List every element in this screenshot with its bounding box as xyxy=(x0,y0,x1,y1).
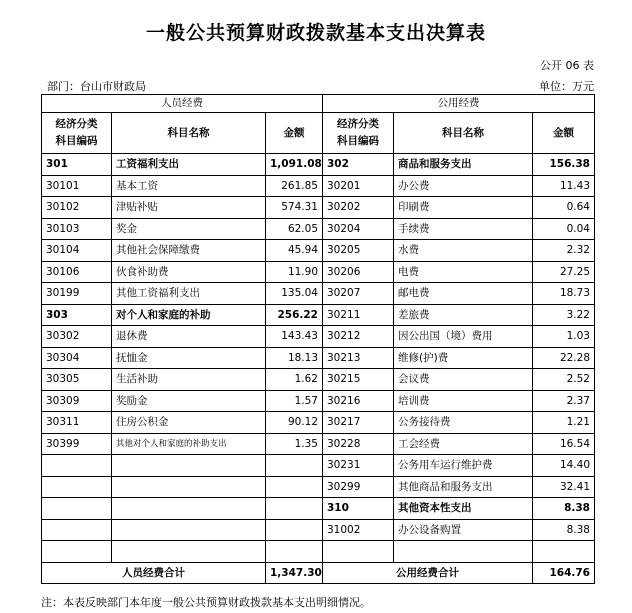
left-amount-cell: 18.13 xyxy=(266,347,323,369)
right-amount-cell: 3.22 xyxy=(533,304,595,326)
right-amount-cell: 8.38 xyxy=(533,519,595,541)
right-name-cell: 培训费 xyxy=(394,390,533,412)
right-amount-cell: 18.73 xyxy=(533,283,595,305)
right-code-cell: 30206 xyxy=(323,261,394,283)
left-amount-cell: 574.31 xyxy=(266,197,323,219)
right-code-cell: 30216 xyxy=(323,390,394,412)
left-code-cell: 30104 xyxy=(42,240,112,262)
column-header-row xyxy=(42,113,595,154)
table-row xyxy=(42,455,595,477)
section-public: 公用经费 xyxy=(323,95,595,113)
right-code-cell: 30228 xyxy=(323,433,394,455)
left-amount-cell: 261.85 xyxy=(266,175,323,197)
right-amount-cell: 0.64 xyxy=(533,197,595,219)
right-amount-cell: 22.28 xyxy=(533,347,595,369)
table-row xyxy=(42,218,595,240)
totals-row xyxy=(42,562,595,584)
right-name-cell: 商品和服务支出 xyxy=(394,154,533,176)
left-amount-cell: 1.62 xyxy=(266,369,323,391)
right-name-cell: 电费 xyxy=(394,261,533,283)
table-row xyxy=(42,283,595,305)
left-amount-cell: 143.43 xyxy=(266,326,323,348)
right-name-cell: 工会经费 xyxy=(394,433,533,455)
left-name-cell: 其他工资福利支出 xyxy=(112,283,266,305)
left-code-cell xyxy=(42,476,112,498)
left-name-cell: 奖励金 xyxy=(112,390,266,412)
unit-label: 单位：万元 xyxy=(539,80,594,93)
right-name-cell: 其他商品和服务支出 xyxy=(394,476,533,498)
right-name-cell: 其他资本性支出 xyxy=(394,498,533,520)
left-name-cell: 其他对个人和家庭的补助支出 xyxy=(112,433,266,455)
left-code-cell: 30101 xyxy=(42,175,112,197)
left-code-cell xyxy=(42,455,112,477)
table-row xyxy=(42,261,595,283)
public-total-amount: 164.76 xyxy=(533,562,595,584)
table-row xyxy=(42,476,595,498)
right-name-cell xyxy=(394,541,533,563)
right-amount-cell: 1.21 xyxy=(533,412,595,434)
left-code-cell: 30304 xyxy=(42,347,112,369)
personnel-total-amount: 1,347.30 xyxy=(266,562,323,584)
table-row xyxy=(42,347,595,369)
left-code-cell: 30103 xyxy=(42,218,112,240)
right-name-cell: 公务接待费 xyxy=(394,412,533,434)
right-amount-cell: 0.04 xyxy=(533,218,595,240)
left-name-cell: 其他社会保障缴费 xyxy=(112,240,266,262)
footnote: 注：本表反映部门本年度一般公共预算财政拨款基本支出明细情况。 xyxy=(41,596,371,609)
left-name-cell xyxy=(112,455,266,477)
left-name-cell: 奖金 xyxy=(112,218,266,240)
left-amount-cell: 135.04 xyxy=(266,283,323,305)
left-amount-cell: 256.22 xyxy=(266,304,323,326)
right-code-cell: 30211 xyxy=(323,304,394,326)
left-code-cell: 30309 xyxy=(42,390,112,412)
right-name-cell: 会议费 xyxy=(394,369,533,391)
left-amount-cell xyxy=(266,455,323,477)
table-row xyxy=(42,412,595,434)
right-amount-cell: 2.32 xyxy=(533,240,595,262)
left-amount-cell: 45.94 xyxy=(266,240,323,262)
left-code-cell: 30305 xyxy=(42,369,112,391)
left-name-cell: 对个人和家庭的补助 xyxy=(112,304,266,326)
right-code-cell: 30299 xyxy=(323,476,394,498)
right-name-cell: 差旅费 xyxy=(394,304,533,326)
table-row xyxy=(42,304,595,326)
table-row xyxy=(42,175,595,197)
right-amount-cell: 32.41 xyxy=(533,476,595,498)
right-code-cell xyxy=(323,541,394,563)
right-code-cell: 30212 xyxy=(323,326,394,348)
left-name-cell xyxy=(112,498,266,520)
table-row xyxy=(42,240,595,262)
left-code-cell: 30399 xyxy=(42,433,112,455)
left-name-cell xyxy=(112,519,266,541)
right-amount-cell: 156.38 xyxy=(533,154,595,176)
left-amount-cell: 90.12 xyxy=(266,412,323,434)
left-code-cell: 303 xyxy=(42,304,112,326)
left-code-cell xyxy=(42,541,112,563)
right-amount-cell: 16.54 xyxy=(533,433,595,455)
left-code-cell: 30302 xyxy=(42,326,112,348)
right-amount-cell: 1.03 xyxy=(533,326,595,348)
right-code-cell: 31002 xyxy=(323,519,394,541)
left-name-cell: 退休费 xyxy=(112,326,266,348)
left-name-cell: 生活补助 xyxy=(112,369,266,391)
right-code-cell: 30201 xyxy=(323,175,394,197)
left-amount-cell xyxy=(266,476,323,498)
left-amount-cell: 1.57 xyxy=(266,390,323,412)
left-name-cell: 基本工资 xyxy=(112,175,266,197)
left-code-cell: 30199 xyxy=(42,283,112,305)
left-name-cell: 住房公积金 xyxy=(112,412,266,434)
right-code-cell: 302 xyxy=(323,154,394,176)
header-amount-left: 金额 xyxy=(266,113,323,154)
table-row xyxy=(42,154,595,176)
left-amount-cell: 1.35 xyxy=(266,433,323,455)
header-name-left: 科目名称 xyxy=(112,113,266,154)
right-amount-cell xyxy=(533,541,595,563)
table-row xyxy=(42,519,595,541)
left-amount-cell: 1,091.08 xyxy=(266,154,323,176)
right-code-cell: 310 xyxy=(323,498,394,520)
left-code-cell xyxy=(42,498,112,520)
header-name-right: 科目名称 xyxy=(394,113,533,154)
header-code-left: 经济分类 科目编码 xyxy=(42,113,112,154)
right-name-cell: 公务用车运行维护费 xyxy=(394,455,533,477)
right-name-cell: 手续费 xyxy=(394,218,533,240)
right-code-cell: 30215 xyxy=(323,369,394,391)
right-amount-cell: 27.25 xyxy=(533,261,595,283)
left-code-cell: 30102 xyxy=(42,197,112,219)
public-total-label: 公用经费合计 xyxy=(323,562,533,584)
right-code-cell: 30205 xyxy=(323,240,394,262)
right-name-cell: 邮电费 xyxy=(394,283,533,305)
right-amount-cell: 11.43 xyxy=(533,175,595,197)
right-amount-cell: 14.40 xyxy=(533,455,595,477)
right-code-cell: 30202 xyxy=(323,197,394,219)
left-amount-cell xyxy=(266,519,323,541)
left-name-cell: 伙食补助费 xyxy=(112,261,266,283)
right-amount-cell: 2.37 xyxy=(533,390,595,412)
personnel-total-label: 人员经费合计 xyxy=(42,562,266,584)
left-code-cell: 30106 xyxy=(42,261,112,283)
left-name-cell: 津贴补贴 xyxy=(112,197,266,219)
right-amount-cell: 2.52 xyxy=(533,369,595,391)
right-name-cell: 维修(护)费 xyxy=(394,347,533,369)
left-name-cell xyxy=(112,541,266,563)
right-name-cell: 办公设备购置 xyxy=(394,519,533,541)
page-title: 一般公共预算财政拨款基本支出决算表 xyxy=(145,22,486,44)
table-row xyxy=(42,498,595,520)
left-name-cell xyxy=(112,476,266,498)
left-name-cell: 抚恤金 xyxy=(112,347,266,369)
table-row xyxy=(42,390,595,412)
left-name-cell: 工资福利支出 xyxy=(112,154,266,176)
right-code-cell: 30231 xyxy=(323,455,394,477)
right-code-cell: 30217 xyxy=(323,412,394,434)
right-code-cell: 30204 xyxy=(323,218,394,240)
expenditure-table xyxy=(41,94,595,584)
left-code-cell: 30311 xyxy=(42,412,112,434)
right-code-cell: 30207 xyxy=(323,283,394,305)
right-name-cell: 印刷费 xyxy=(394,197,533,219)
table-row xyxy=(42,369,595,391)
left-code-cell xyxy=(42,519,112,541)
form-number: 公开 06 表 xyxy=(540,59,594,72)
table-row xyxy=(42,197,595,219)
right-name-cell: 水费 xyxy=(394,240,533,262)
right-name-cell: 因公出国（境）费用 xyxy=(394,326,533,348)
department-label: 部门：台山市财政局 xyxy=(47,80,146,93)
right-amount-cell: 8.38 xyxy=(533,498,595,520)
section-header-row xyxy=(42,95,595,113)
table-row xyxy=(42,541,595,563)
right-name-cell: 办公费 xyxy=(394,175,533,197)
header-amount-right: 金额 xyxy=(533,113,595,154)
left-code-cell: 301 xyxy=(42,154,112,176)
table-row xyxy=(42,433,595,455)
left-amount-cell xyxy=(266,541,323,563)
table-row xyxy=(42,326,595,348)
left-amount-cell: 62.05 xyxy=(266,218,323,240)
left-amount-cell: 11.90 xyxy=(266,261,323,283)
left-amount-cell xyxy=(266,498,323,520)
right-code-cell: 30213 xyxy=(323,347,394,369)
header-code-right: 经济分类 科目编码 xyxy=(323,113,394,154)
section-personnel: 人员经费 xyxy=(42,95,323,113)
